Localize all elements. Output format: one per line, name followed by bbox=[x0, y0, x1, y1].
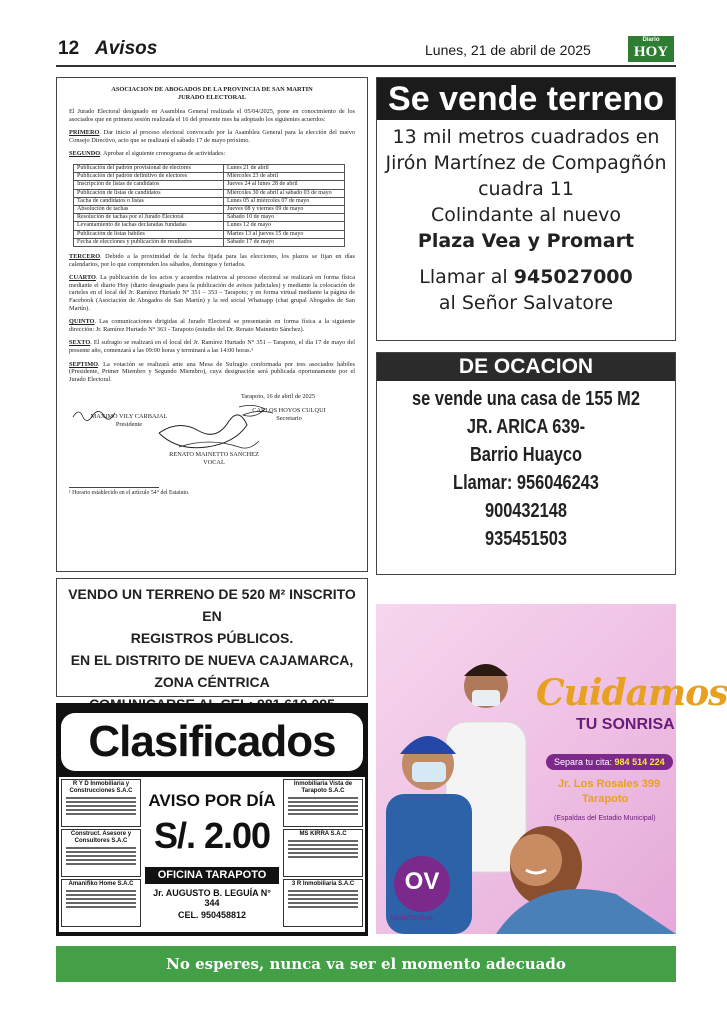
ocasion-phone-1[interactable]: Llamar: 956046243 bbox=[453, 472, 599, 494]
dental-tagline: TU SONRISA bbox=[576, 716, 675, 733]
dental-address-1: Jr. Los Rosales 399 bbox=[558, 778, 661, 790]
schedule-date: Sábado 17 de mayo bbox=[224, 238, 345, 246]
card-text-lines bbox=[286, 840, 360, 858]
card-company: Construct. Asesore y Consultores S.A.C bbox=[70, 831, 132, 844]
dental-brand: Cuidamos bbox=[536, 672, 727, 714]
ocasion-line-2: JR. ARICA 639- bbox=[466, 416, 586, 438]
card-text-lines bbox=[64, 797, 138, 815]
schedule-row bbox=[74, 214, 345, 222]
schedule-activity: Publicación del padrón provisional de electores bbox=[74, 164, 224, 172]
dental-cita[interactable] bbox=[546, 754, 673, 770]
page-number: 12 bbox=[58, 38, 80, 59]
schedule-row bbox=[74, 173, 345, 181]
signature-secretary bbox=[229, 407, 349, 422]
clasificado-card[interactable] bbox=[61, 829, 141, 877]
vendo-line-4: ZONA CÉNTRICA bbox=[154, 674, 270, 690]
dental-address-3: (Espaldas del Estadio Municipal) bbox=[554, 815, 656, 822]
header-divider bbox=[56, 65, 676, 67]
ocasion-phone-2[interactable]: 900432148 bbox=[484, 500, 568, 522]
schedule-activity: Levantamiento de tachas declaradas fundadas bbox=[74, 222, 224, 230]
schedule-table bbox=[73, 164, 345, 247]
office-address: Jr. AUGUSTO B. LEGUÍA N° 344 bbox=[153, 888, 271, 908]
office-phone[interactable]: CEL. 950458812 bbox=[177, 910, 247, 920]
footnote: ¹ Horario establecido en el artículo 54° del Estatuto. bbox=[69, 489, 190, 496]
terreno-spacer bbox=[377, 254, 675, 264]
schedule-activity: Publicación del padrón definitivo de electores bbox=[74, 173, 224, 181]
sig1-role: Presidente bbox=[115, 420, 143, 428]
sig1-name: MAXIMO VILY CARBAJAL bbox=[90, 412, 168, 420]
card-text-lines bbox=[286, 797, 360, 815]
terreno-phone[interactable]: 945027000 bbox=[513, 266, 633, 288]
cita-label: Separa tu cita: bbox=[554, 757, 615, 767]
legal-sexto-text: . El sufragio se realizará en el local del Jr. Ramírez Hurtado N° 351 – Tarapoto, el día 17 de mayo del presente año, comenzará a las 09:00 horas y terminará a las 14:00 horas.¹ bbox=[69, 339, 355, 354]
section-title: Avisos bbox=[95, 38, 158, 59]
signature-president bbox=[69, 413, 189, 428]
legal-quinto bbox=[69, 318, 355, 333]
legal-title-2: JURADO ELECTORAL bbox=[177, 94, 247, 101]
schedule-row bbox=[74, 230, 345, 238]
odontovidal-name: ODONTOVIDAL bbox=[390, 916, 435, 922]
sig2-name: CARLOS HOYOS CULQUI bbox=[252, 406, 326, 414]
card-company: Inmobiliaria Vista de Tarapoto S.A.C bbox=[293, 781, 353, 794]
terreno-ad bbox=[376, 77, 676, 341]
terreno-line-3: cuadra 11 bbox=[478, 178, 574, 200]
card-text-lines bbox=[286, 890, 360, 908]
terreno-line-7: al Señor Salvatore bbox=[438, 292, 614, 314]
schedule-activity: Publicación de listas de candidatos bbox=[74, 189, 224, 197]
terreno-call-prefix: Llamar al bbox=[419, 266, 514, 288]
place-date: Tarapoto, 16 de abril de 2025 bbox=[240, 393, 315, 401]
schedule-activity: Inscripción de listas de candidatos bbox=[74, 181, 224, 189]
sig3-name: RENATO MAINETTO SANCHEZ bbox=[169, 450, 259, 458]
schedule-date: Jueves 24 al lunes 28 de abril bbox=[224, 181, 345, 189]
legal-sexto bbox=[69, 339, 355, 354]
clasificado-card[interactable] bbox=[283, 779, 363, 827]
legal-cuarto-kw: CUARTO bbox=[69, 274, 96, 282]
schedule-activity: Publicación de listas hábiles bbox=[74, 230, 224, 238]
legal-notice bbox=[56, 77, 368, 572]
office-name: OFICINA TARAPOTO bbox=[157, 869, 267, 881]
ocasion-line-1: se vende una casa de 155 M2 bbox=[412, 388, 640, 410]
schedule-date: Martes 13 al jueves 15 de mayo bbox=[224, 230, 345, 238]
schedule-date: Miércoles 23 de abril bbox=[224, 173, 345, 181]
schedule-date: Jueves 08 y viernes 09 de mayo bbox=[224, 205, 345, 213]
terreno-heading: Se vende terreno bbox=[377, 78, 675, 120]
ocasion-phone-3[interactable]: 935451503 bbox=[484, 528, 568, 550]
cita-phone[interactable]: 984 514 224 bbox=[614, 757, 665, 767]
vendo-line-1: VENDO UN TERRENO DE 520 M² INSCRITO EN bbox=[68, 586, 356, 624]
terreno-call bbox=[377, 264, 675, 290]
terreno-line-1: 13 mil metros cuadrados en bbox=[392, 126, 660, 148]
dental-address-2: Tarapoto bbox=[582, 793, 629, 805]
clasificado-card[interactable] bbox=[283, 879, 363, 927]
footer-slogan-banner: No esperes, nunca va ser el momento adecuado bbox=[56, 946, 676, 982]
schedule-activity: Fecha de elecciones y publicación de resultados bbox=[74, 238, 224, 246]
issue-date: Lunes, 21 de abril de 2025 bbox=[425, 42, 591, 58]
legal-tercero-text: . Debido a la proximidad de la fecha fijada para las elecciones, los plazos se fijan en días calendarios, por lo que comprenden los sábados, domingos y feriados. bbox=[69, 253, 355, 268]
schedule-date: Lunes 21 de abril bbox=[224, 164, 345, 172]
card-text-lines bbox=[64, 847, 138, 865]
legal-septimo-text: . La votación se realizará ante una Mesa de Sufragio conformada por tres asociados hábiles (Presidente, Primer Miembro y Segundo Miembro), cuya designación será publicada oportunamente por el Jurado Electoral. bbox=[69, 360, 355, 383]
schedule-date: Sábado 10 de mayo bbox=[224, 214, 345, 222]
vendo-line-2: REGISTROS PÚBLICOS. bbox=[130, 630, 294, 646]
schedule-activity: Absolución de tachas bbox=[74, 205, 224, 213]
clasificados-right-column bbox=[281, 777, 365, 929]
card-company: MS KIRRA S.A.C bbox=[299, 831, 347, 837]
legal-cuarto-text: . La publicación de los actos y acuerdos relativos al proceso electoral se realizará en forma física mediante el diario Hoy (diario designado para la publicación de avisos judiciales) y mediante la colocación de carteles en el local del Jr. Ramírez Hurtado N° 351 – 353 – Tarapoto; y en forma virtual mediante la página de Facebook (Asociación de Abogados de San Martín) y la red social Whatsapp (chat grupal Abogados de San Martín). bbox=[69, 274, 355, 312]
card-company: 3 R Inmobiliaria S.A.C bbox=[291, 881, 355, 887]
clasificado-card[interactable] bbox=[61, 879, 141, 927]
ocasion-ad bbox=[376, 352, 676, 575]
schedule-row bbox=[74, 205, 345, 213]
legal-quinto-kw: QUINTO bbox=[69, 318, 95, 326]
schedule-row bbox=[74, 197, 345, 205]
signature-vocal bbox=[149, 451, 279, 466]
clasificados-left-column bbox=[59, 777, 143, 929]
card-text-lines bbox=[64, 890, 138, 908]
schedule-date: Miércoles 30 de abril al sábado 03 de mayo bbox=[224, 189, 345, 197]
terreno-line-5: Plaza Vea y Promart bbox=[417, 230, 635, 252]
legal-primero-text: . Dar inicio al proceso electoral convocado por la Asamblea General para la elección del nuevo Consejo Directivo, acto que se realizará el sábado 17 de mayo próximo. bbox=[69, 129, 355, 144]
legal-sexto-kw: SEXTO bbox=[69, 339, 91, 347]
sig3-role: VOCAL bbox=[203, 458, 225, 466]
legal-cuarto bbox=[69, 274, 355, 312]
footnote-rule bbox=[69, 487, 159, 488]
clasificados-inner bbox=[59, 777, 365, 932]
card-company: Amanifiko Home S.A.C bbox=[68, 881, 134, 887]
clasificados-box bbox=[56, 703, 368, 936]
ocasion-heading: DE OCACION bbox=[377, 353, 675, 381]
vendo-terreno-ad bbox=[56, 578, 368, 697]
legal-segundo-kw: SEGUNDO bbox=[69, 150, 101, 158]
legal-segundo-text: . Aprobar el siguiente cronograma de actividades: bbox=[100, 150, 226, 158]
legal-intro: El Jurado Electoral designado en Asamblea General realizada el 05/04/2025, pone en conocimiento de los asociados que en primera sesión realizada el 16 del presente mes ha adoptado los siguientes acuerdos: bbox=[69, 108, 355, 123]
clasificado-card[interactable] bbox=[61, 779, 141, 827]
schedule-activity: Resolución de tachas por el Jurado Electoral bbox=[74, 214, 224, 222]
terreno-line-2: Jirón Martínez de Compagñón bbox=[385, 152, 667, 174]
clasificado-card[interactable] bbox=[283, 829, 363, 877]
legal-septimo-kw: SEPTIMO bbox=[69, 360, 99, 368]
schedule-row bbox=[74, 222, 345, 230]
odontovidal-logo: OV bbox=[394, 856, 450, 912]
legal-tercero bbox=[69, 253, 355, 268]
schedule-row bbox=[74, 238, 345, 246]
logo-small-text: Diario bbox=[642, 37, 660, 43]
legal-primero bbox=[69, 129, 355, 144]
legal-septimo bbox=[69, 361, 355, 384]
vendo-line-3: EN EL DISTRITO DE NUEVA CAJAMARCA, bbox=[70, 652, 354, 668]
clasificados-title: Clasificados bbox=[61, 713, 363, 771]
newspaper-logo[interactable] bbox=[628, 36, 674, 62]
schedule-activity: Tacha de candidatos o listas bbox=[74, 197, 224, 205]
legal-segundo bbox=[69, 150, 355, 158]
terreno-line-4: Colindante al nuevo bbox=[430, 204, 622, 226]
schedule-row bbox=[74, 164, 345, 172]
card-company: R Y D Inmobiliaria y Construcciones S.A.C bbox=[69, 781, 133, 794]
signatures bbox=[69, 403, 355, 481]
legal-title-1: ASOCIACION DE ABOGADOS DE LA PROVINCIA DE SAN MARTIN bbox=[111, 86, 313, 93]
aviso-label: AVISO POR DÍA bbox=[148, 791, 276, 810]
office-info bbox=[145, 867, 279, 884]
legal-quinto-text: . Las comunicaciones dirigidas al Jurado Electoral se presentarán en forma física a la siguiente dirección: Jr. Ramírez Hurtado N° 363 - Tarapoto (estudio del Dr. Renato Mainetto Sánchez). bbox=[69, 318, 355, 333]
clasificados-price-panel bbox=[145, 777, 279, 920]
ocasion-line-3: Barrio Huayco bbox=[469, 444, 583, 466]
dental-ad[interactable] bbox=[376, 604, 727, 934]
schedule-date: Lunes 05 al miércoles 07 de mayo bbox=[224, 197, 345, 205]
legal-primero-kw: PRIMERO bbox=[69, 129, 100, 137]
legal-tercero-kw: TERCERO bbox=[69, 253, 101, 260]
sig2-role: Secretario bbox=[276, 414, 302, 422]
schedule-row bbox=[74, 189, 345, 197]
aviso-price: S/. 2.00 bbox=[153, 815, 271, 856]
schedule-date: Lunes 12 de mayo bbox=[224, 222, 345, 230]
logo-big-text: HOY bbox=[633, 44, 669, 60]
schedule-row bbox=[74, 181, 345, 189]
